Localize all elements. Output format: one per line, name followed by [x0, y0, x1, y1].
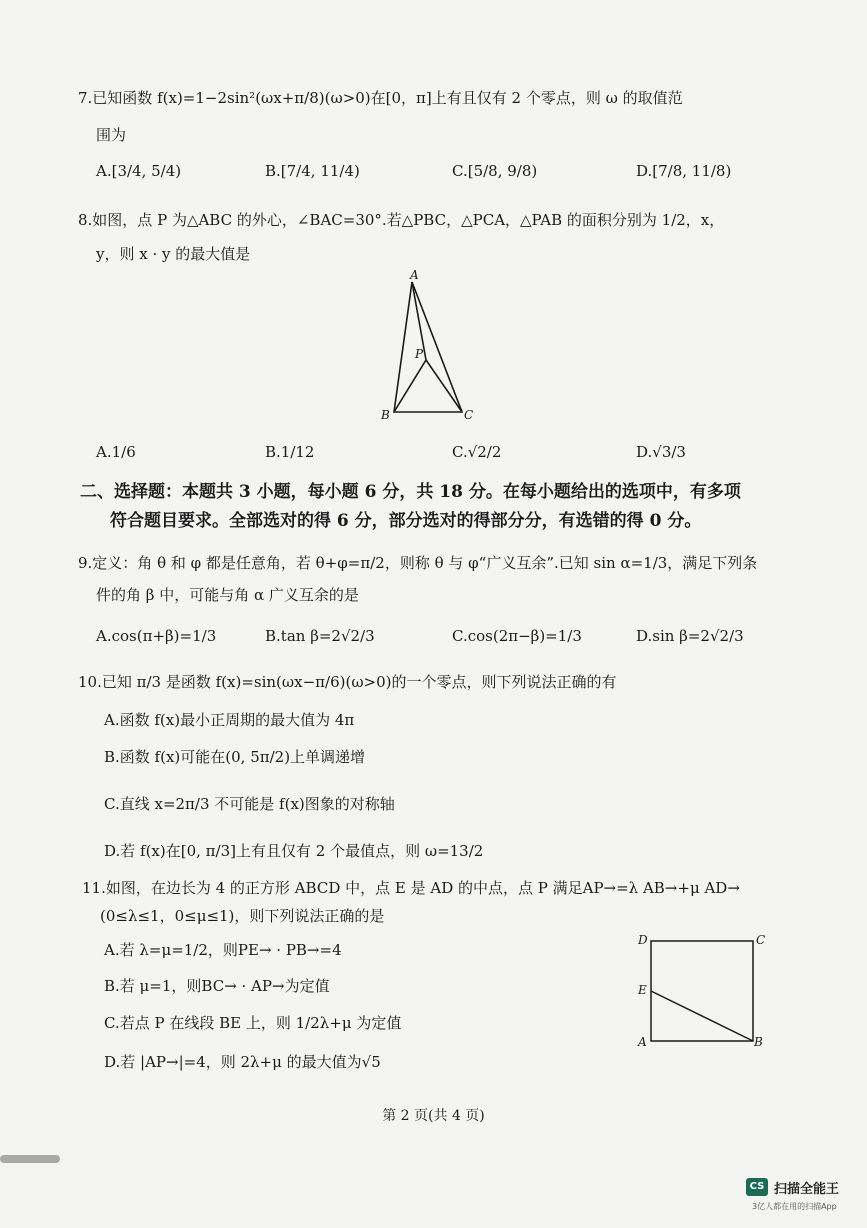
triangle-label-a: A	[410, 268, 419, 282]
q8-stem-cont: y，则 x · y 的最大值是	[96, 245, 251, 263]
page-footer: 第 2 页(共 4 页)	[382, 1108, 485, 1124]
camscanner-logo: CS	[746, 1178, 768, 1196]
triangle-label-p: P	[415, 347, 424, 361]
section2-heading-line2: 符合题目要求。全部选对的得 6 分，部分选对的得部分分，有选错的得 0 分。	[110, 511, 702, 531]
camscanner-name: 扫描全能王	[774, 1182, 840, 1197]
q8-option-d: D.√3/3	[636, 443, 686, 461]
q10-stem: 10.已知 π/3 是函数 f(x)=sin(ωx−π/6)(ω>0)的一个零点，则下列说法正确的有	[78, 673, 617, 691]
q8-option-a: A.1/6	[96, 443, 136, 461]
q9-stem: 9.定义：角 θ 和 φ 都是任意角，若 θ+φ=π/2，则称 θ 与 φ“广义互余”.已知 sin α=1/3，满足下列条	[78, 554, 758, 572]
q7-option-d: D.[7/8, 11/8)	[636, 162, 732, 180]
square-label-c: C	[756, 933, 766, 947]
q11-option-c: C.若点 P 在线段 BE 上，则 1/2λ+μ 为定值	[104, 1014, 402, 1032]
q10-option-c: C.直线 x=2π/3 不可能是 f(x)图象的对称轴	[104, 795, 395, 813]
q11-option-b: B.若 μ=1，则BC→ · AP→为定值	[104, 977, 330, 995]
square-figure	[630, 928, 780, 1054]
q9-stem-cont: 件的角 β 中，可能与角 α 广义互余的是	[96, 586, 359, 604]
square-label-d: D	[638, 933, 648, 947]
triangle-label-b: B	[381, 408, 390, 422]
q7-option-c: C.[5/8, 9/8)	[452, 162, 538, 180]
q11-option-d: D.若 |AP→|=4，则 2λ+μ 的最大值为√5	[104, 1053, 381, 1071]
q7-option-a: A.[3/4, 5/4)	[96, 162, 182, 180]
q7-stem: 7.已知函数 f(x)=1−2sin²(ωx+π/8)(ω>0)在[0，π]上有且仅有 2 个零点，则 ω 的取值范	[78, 89, 683, 107]
q10-option-a: A.函数 f(x)最小正周期的最大值为 4π	[104, 711, 355, 729]
triangle-figure	[370, 266, 490, 426]
triangle-label-c: C	[464, 408, 474, 422]
q7-option-b: B.[7/4, 11/4)	[265, 162, 360, 180]
section2-heading-line1: 二、选择题：本题共 3 小题，每小题 6 分，共 18 分。在每小题给出的选项中，有多项	[80, 482, 741, 502]
q10-option-d: D.若 f(x)在[0, π/3]上有且仅有 2 个最值点，则 ω=13/2	[104, 842, 484, 860]
q8-stem: 8.如图，点 P 为△ABC 的外心，∠BAC=30°.若△PBC，△PCA，△PAB 的面积分别为 1/2，x，	[78, 211, 725, 229]
q8-option-c: C.√2/2	[452, 443, 502, 461]
camscanner-tagline: 3亿人都在用的扫描App	[752, 1202, 837, 1211]
q11-option-a: A.若 λ=μ=1/2，则PE→ · PB→=4	[104, 941, 342, 959]
q8-option-b: B.1/12	[265, 443, 315, 461]
q9-option-c: C.cos(2π−β)=1/3	[452, 627, 582, 645]
square-label-a: A	[638, 1035, 647, 1049]
q9-option-a: A.cos(π+β)=1/3	[96, 627, 217, 645]
q10-option-b: B.函数 f(x)可能在(0, 5π/2)上单调递增	[104, 748, 366, 766]
q11-stem: 11.如图，在边长为 4 的正方形 ABCD 中，点 E 是 AD 的中点，点 P 满足AP→=λ AB→+μ AD→	[82, 879, 740, 897]
scan-smear	[0, 1155, 60, 1163]
q11-stem-cont: (0≤λ≤1，0≤μ≤1)，则下列说法正确的是	[100, 907, 385, 925]
q9-option-d: D.sin β=2√2/3	[636, 627, 744, 645]
square-label-b: B	[754, 1035, 763, 1049]
square-label-e: E	[638, 983, 647, 997]
q9-option-b: B.tan β=2√2/3	[265, 627, 375, 645]
q7-stem-cont: 围为	[96, 126, 127, 144]
